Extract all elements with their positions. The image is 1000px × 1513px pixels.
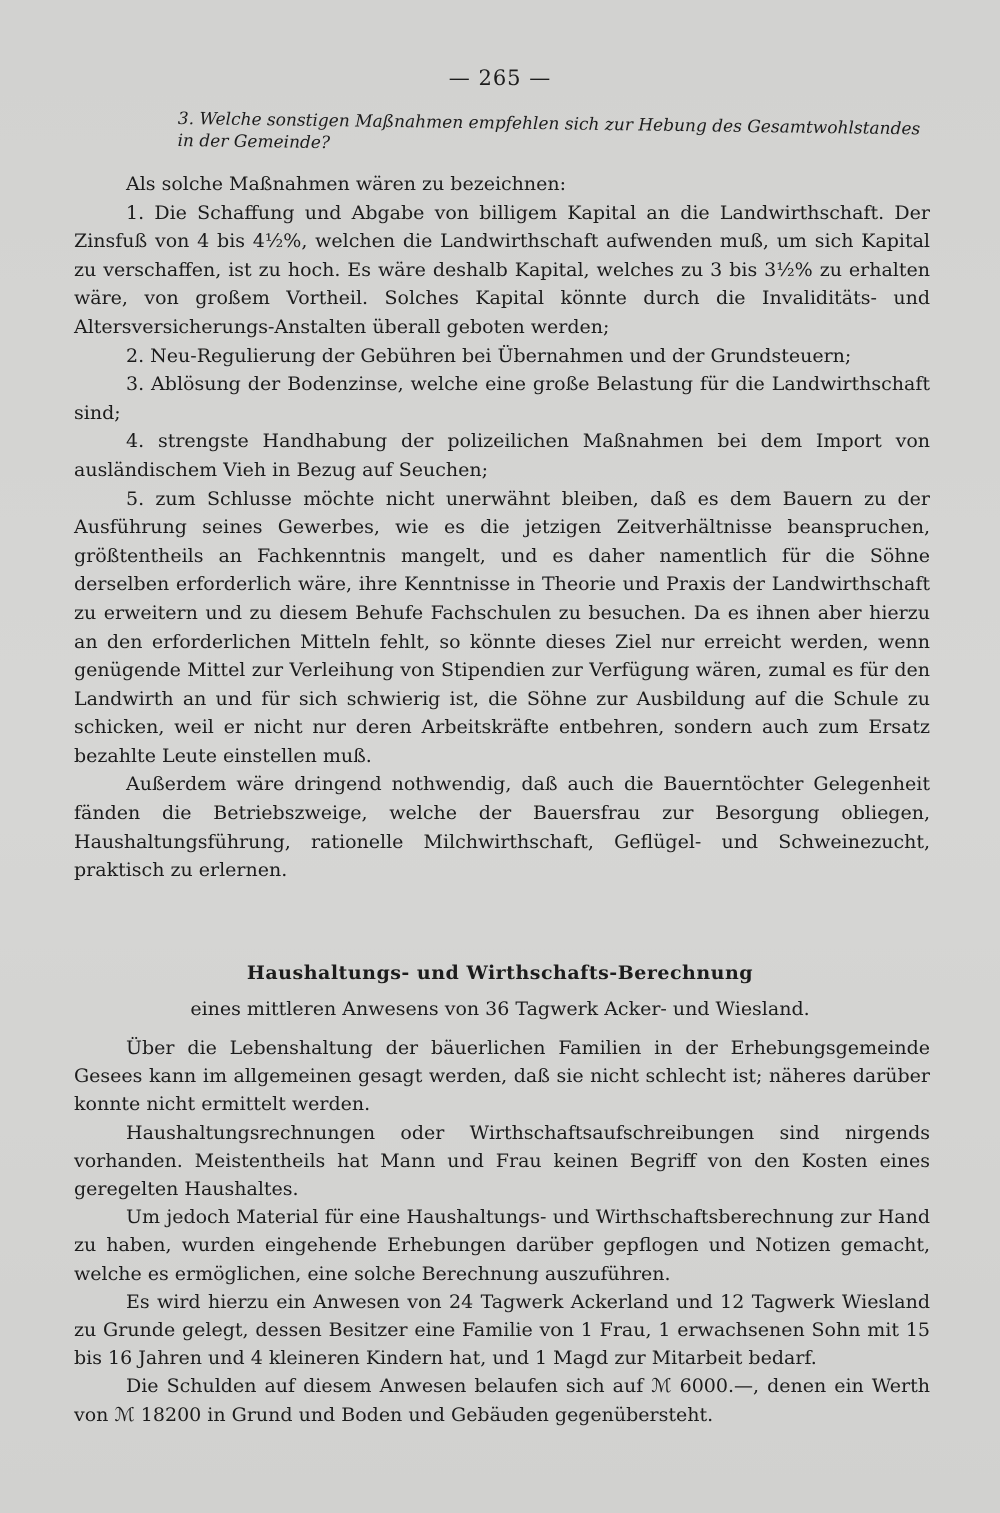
- paragraph-material: Um jedoch Material für eine Haushaltungs- und Wirthschaftsberechnung zur Hand zu haben, wurden eingehende Erhebungen darüber gepflogen und Notizen gemacht, welche es ermöglichen, eine solche Berechnung auszuführen.: [74, 1206, 930, 1285]
- paragraph-records: Haushaltungsrechnungen oder Wirthschaftsaufschreibungen sind nirgends vorhanden. Meistentheils hat Mann und Frau keinen Begriff von den Kosten eines geregelten Haushaltes.: [74, 1121, 930, 1201]
- paragraph-item-4: 4. strengste Handhabung der polizeilichen Maßnahmen bei dem Import von ausländischem Vieh in Bezug auf Seuchen;: [74, 430, 930, 481]
- question-text: 3. Welche sonstigen Maßnahmen empfehlen sich zur Hebung des Gesamtwohlstandes in der Gemeinde?: [177, 108, 921, 154]
- section-subheading: eines mittleren Anwesens von 36 Tagwerk Acker- und Wiesland.: [190, 998, 810, 1020]
- section-heading: Haushaltungs- und Wirthschafts-Berechnung: [246, 962, 754, 984]
- answer-section: [74, 170, 930, 885]
- paragraph-item-1: 1. Die Schaffung und Abgabe von billigem Kapital an die Landwirthschaft. Der Zinsfuß von 4 bis 4½%, welchen die Landwirthschaft aufwenden muß, um sich Kapital zu verschaffen, ist zu hoch. Es wäre deshalb Kapital, welches zu 3 bis 3½% zu erhalten wäre, von großem Vortheil. Solches Kapital könnte durch die Invaliditäts- und Altersversicherungs-Anstalten überall geboten werden;: [74, 201, 930, 338]
- page-number: — 265 —: [448, 66, 552, 90]
- paragraph-item-3: 3. Ablösung der Bodenzinse, welche eine große Belastung für die Landwirthschaft sind;: [74, 373, 930, 424]
- paragraph-living-standard: Über die Lebenshaltung der bäuerlichen Familien in der Erhebungsgemeinde Gesees kann im allgemeinen gesagt werden, daß sie nicht schlecht ist; näheres darüber konnte nicht ermittelt werden.: [74, 1037, 930, 1116]
- paragraph-intro: Als solche Maßnahmen wären zu bezeichnen:: [126, 173, 567, 195]
- paragraph-item-5: 5. zum Schlusse möchte nicht unerwähnt bleiben, daß es dem Bauern zu der Ausführung seines Gewerbes, wie es die jetzigen Zeitverhältnisse beanspruchen, größtentheils an Fachkenntnis mangelt, und es daher namentlich für die Söhne derselben erforderlich wäre, ihre Kenntnisse in Theorie und Praxis der Landwirthschaft zu erweitern und zu diesem Behufe Fachschulen zu besuchen. Da es ihnen aber hierzu an den erforderlichen Mitteln fehlt, so könnte dieses Ziel nur erreicht werden, wenn genügende Mittel zur Verleihung von Stipendien zur Verfügung wären, zumal es für den Landwirth an und für sich schwierig ist, die Söhne zur Ausbildung auf die Schule zu schicken, weil er nicht nur deren Arbeitskräfte entbehren, sondern auch zum Ersatz bezahlte Leute einstellen muß.: [74, 487, 930, 767]
- paragraph-item-2: 2. Neu-Regulierung der Gebühren bei Übernahmen und der Grundsteuern;: [126, 344, 852, 367]
- paragraph-additional: Außerdem wäre dringend nothwendig, daß auch die Bauerntöchter Gelegenheit fänden die Betriebszweige, welche der Bauersfrau zur Besorgung obliegen, Haushaltungsführung, rationelle Milchwirthschaft, Geflügel- und Schweinezucht, praktisch zu erlernen.: [74, 773, 930, 882]
- paragraph-debts: Die Schulden auf diesem Anwesen belaufen sich auf ℳ 6000.—, denen ein Werth von ℳ 18200 in Grund und Boden und Gebäuden gegenübersteht.: [74, 1375, 930, 1426]
- paragraph-estate: Es wird hierzu ein Anwesen von 24 Tagwerk Ackerland und 12 Tagwerk Wiesland zu Grunde gelegt, dessen Besitzer eine Familie von 1 Frau, 1 erwachsenen Sohn mit 15 bis 16 Jahren und 4 kleineren Kindern hat, und 1 Magd zur Mitarbeit bedarf.: [74, 1290, 930, 1370]
- budget-section: [74, 1034, 930, 1429]
